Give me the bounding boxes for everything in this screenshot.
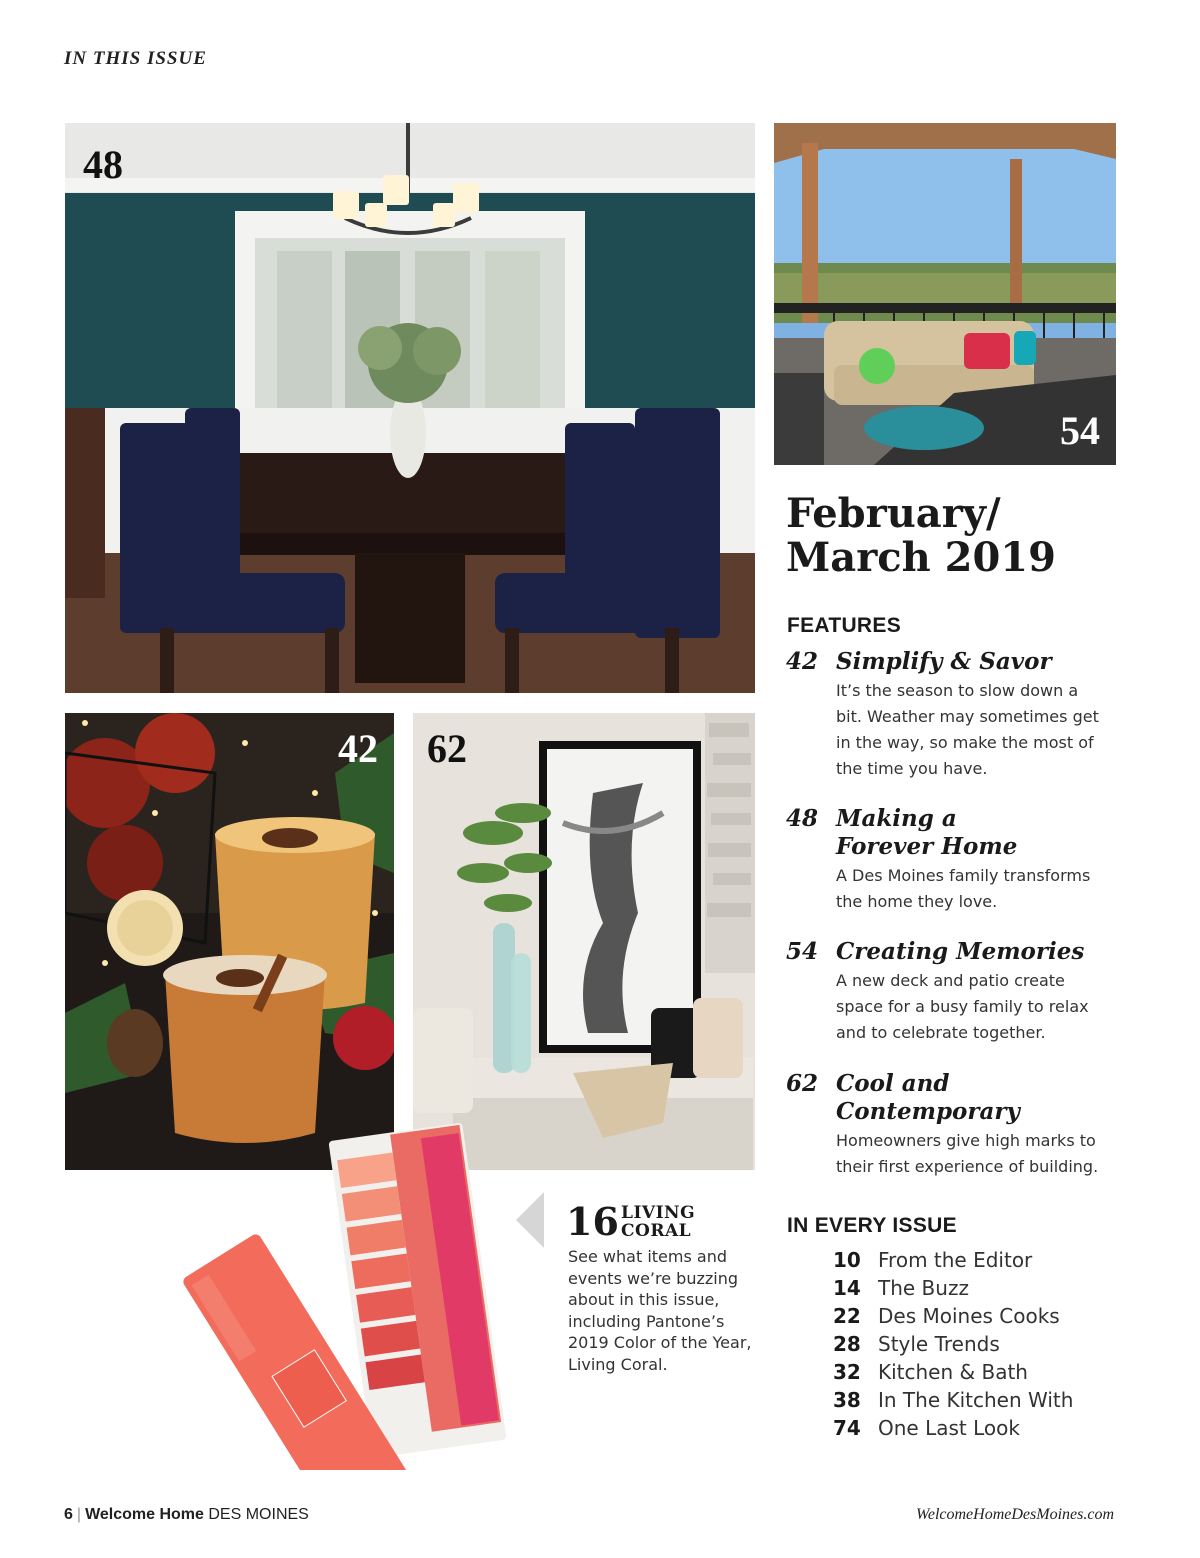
department-page-number: 38 bbox=[833, 1388, 861, 1412]
issue-date-title bbox=[786, 492, 1106, 580]
department-label: In The Kitchen With bbox=[878, 1388, 1074, 1412]
department-label: From the Editor bbox=[878, 1248, 1033, 1272]
feature-title bbox=[836, 1070, 1020, 1126]
feature-title-line: Creating Memories bbox=[836, 938, 1085, 965]
feature-title-line: Forever Home bbox=[836, 833, 1018, 860]
department-item[interactable] bbox=[833, 1246, 1113, 1274]
feature-description: Homeowners give high marks to their first experience of building. bbox=[836, 1131, 1099, 1176]
footer-folio bbox=[64, 1506, 309, 1524]
dining-room-photo[interactable] bbox=[65, 123, 755, 693]
feature-title bbox=[836, 648, 1052, 676]
pointer-arrow-icon bbox=[516, 1192, 546, 1248]
page-badge-48: 48 bbox=[83, 142, 123, 187]
coral-title-line-1: LIVING bbox=[621, 1203, 696, 1223]
drinks-photo[interactable] bbox=[65, 713, 394, 1170]
department-label: Style Trends bbox=[878, 1332, 1000, 1356]
department-item[interactable] bbox=[833, 1274, 1113, 1302]
department-label: The Buzz bbox=[878, 1276, 969, 1300]
feature-title bbox=[836, 938, 1084, 966]
coral-title bbox=[621, 1204, 695, 1240]
feature-title-line: Simplify & Savor bbox=[836, 648, 1052, 675]
department-item[interactable] bbox=[833, 1414, 1113, 1442]
feature-title-line: Contemporary bbox=[836, 1098, 1020, 1125]
department-item[interactable] bbox=[833, 1330, 1113, 1358]
pantone-swatch-photo bbox=[180, 1110, 510, 1470]
feature-title bbox=[836, 805, 1017, 861]
footer-url[interactable]: WelcomeHomeDesMoines.com bbox=[915, 1506, 1114, 1523]
feature-item[interactable] bbox=[786, 1070, 1116, 1180]
feature-item[interactable] bbox=[786, 805, 1116, 915]
living-room-photo[interactable] bbox=[413, 713, 755, 1170]
department-page-number: 32 bbox=[833, 1360, 861, 1384]
department-page-number: 74 bbox=[833, 1416, 861, 1440]
issue-date-line-2: March 2019 bbox=[786, 534, 1056, 581]
feature-page-number: 48 bbox=[786, 805, 819, 832]
footer-city: DES MOINES bbox=[208, 1506, 309, 1523]
footer-brand: Welcome Home bbox=[85, 1506, 204, 1523]
coral-description: See what items and events we’re buzzing about in this issue, including Pantone’s 2019 Color of the Year, Living Coral. bbox=[568, 1247, 752, 1374]
features-heading: FEATURES bbox=[787, 614, 902, 637]
feature-page-number: 62 bbox=[786, 1070, 819, 1097]
coral-title-line-2: CORAL bbox=[621, 1221, 692, 1241]
every-issue-list bbox=[833, 1246, 1113, 1442]
footer-page-number: 6 bbox=[64, 1506, 73, 1523]
section-label: IN THIS ISSUE bbox=[64, 48, 207, 69]
department-page-number: 10 bbox=[833, 1248, 861, 1272]
page-badge-42: 42 bbox=[338, 726, 378, 771]
feature-page-number: 42 bbox=[786, 648, 819, 675]
page-badge-62: 62 bbox=[427, 726, 467, 771]
department-item[interactable] bbox=[833, 1358, 1113, 1386]
feature-description: It’s the season to slow down a bit. Weather may sometimes get in the way, so make the most of the time you have. bbox=[836, 681, 1099, 778]
department-page-number: 22 bbox=[833, 1304, 861, 1328]
department-page-number: 28 bbox=[833, 1332, 861, 1356]
issue-date-line-1: February/ bbox=[786, 490, 1001, 537]
feature-description: A new deck and patio create space for a busy family to relax and to celebrate together. bbox=[836, 971, 1089, 1042]
department-item[interactable] bbox=[833, 1302, 1113, 1330]
feature-title-line: Cool and bbox=[836, 1070, 950, 1097]
feature-item[interactable] bbox=[786, 648, 1116, 782]
department-page-number: 14 bbox=[833, 1276, 861, 1300]
feature-item[interactable] bbox=[786, 938, 1116, 1046]
department-label: Des Moines Cooks bbox=[878, 1304, 1060, 1328]
feature-description: A Des Moines family transforms the home they love. bbox=[836, 866, 1091, 911]
every-issue-heading: IN EVERY ISSUE bbox=[787, 1214, 957, 1237]
coral-page-number: 16 bbox=[566, 1199, 619, 1244]
department-item[interactable] bbox=[833, 1386, 1113, 1414]
department-label: Kitchen & Bath bbox=[878, 1360, 1028, 1384]
feature-title-line: Making a bbox=[836, 805, 957, 832]
department-label: One Last Look bbox=[878, 1416, 1020, 1440]
deck-photo[interactable] bbox=[774, 123, 1116, 465]
page-badge-54: 54 bbox=[1060, 408, 1100, 453]
footer-divider: | bbox=[76, 1506, 82, 1523]
feature-page-number: 54 bbox=[786, 938, 819, 965]
